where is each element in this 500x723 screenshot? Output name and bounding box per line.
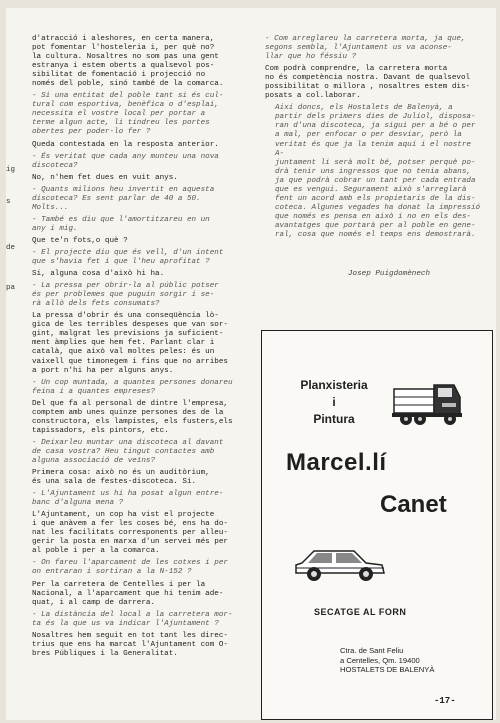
question-paragraph: Així doncs, els Hostalets de Balenyà, a partir dels primers dies de Juliol, disposa- ran d'una discoteca, ja sigui per a bé o per a mal, per enfocar o per desviar, però la veritat és que ja la tenim aquí i el nostre A- juntament li serà molt bé, potser perquè po- drà tenir uns ingressos que no tenia abans, ja que podrà cobrar un tant per cada entrada que es vengui. Segurament això s'arreglarà fent un acord amb els propietaris de la dis- coteca. Algunes vegades ha donat la impressió que només es pensa en això i no en els des- avantatges que portarà per al poble en gene- ral, cosa que només el temps ens demostrarà. (275, 104, 481, 239)
ad-service-lines (284, 377, 384, 428)
answer-paragraph: No, n'hem fet dues en vuit anys. (32, 173, 178, 182)
question-paragraph: - El projecte diu que és vell, d'un intent que s'havia fet i que l'heu aprofitat ? (32, 248, 224, 267)
author-signature: Josep Puigdomènech (348, 270, 431, 278)
ad-line-3: Pintura (313, 412, 355, 426)
question-paragraph: - Si una entitat del poble tant si és cul- tural com esportiva, benèfica o d'esplai, necessita el vostre local per portar a terme algun acte, li tindreu les portes obertes per poder-lo fer ? (32, 92, 224, 137)
answer-paragraph: Per la carretera de Centelles i per la Nacional, a l'aparcament que hi tenim ade- quat, i al camp de darrera. (32, 580, 224, 607)
answer-paragraph: L'Ajuntament, un cop ha vist el projecte i que anàvem a fer les coses bé, ens ha do- nat les facilitats corresponents per alleu- gerir la posta en marxa d'un servei més per al poble i per a la comarca. (32, 511, 228, 556)
edge-fragment: s (6, 198, 11, 206)
truck-illustration (392, 375, 464, 427)
answer-paragraph: Primera cosa: això no és un auditòrium, és una sala de festes-discoteca. Sí. (32, 469, 210, 487)
ad-town-name: Canet (380, 491, 447, 518)
edge-fragment: de (6, 244, 16, 252)
question-paragraph: - És veritat que cada any munteu una nova discoteca? (32, 152, 219, 170)
car-illustration (292, 541, 388, 583)
left-column (32, 35, 250, 662)
question-paragraph: - Deixarleu muntar una discoteca al davant de casa vostra? Heu tingut contactes amb alguna associació de veïns? (32, 438, 224, 465)
question-paragraph: - Quants milions heu invertit en aquesta discoteca? Es sent parlar de 40 a 50. Molts... (32, 185, 215, 212)
question-paragraph: - La pressa per obrir-la al públic potser és per problemes que puguin sorgir i se- rà allò dels fets consumats? (32, 282, 219, 309)
right-column (265, 35, 481, 243)
edge-fragment: pa (6, 284, 16, 292)
ad-line-1: Planxisteria (300, 378, 368, 392)
page-number: -17- (434, 696, 456, 706)
question-paragraph: - Un cop muntada, a quantes persones donareu feina i a quantes empreses? (32, 378, 233, 396)
ad-line-2: i (332, 395, 336, 409)
answer-paragraph: Com podrà comprendre, la carretera morta no és competència nostra. Davant de qualsevol possibilitat o millora , nosaltres estem dis- posats a col.laborar. (265, 65, 471, 101)
answer-paragraph: Nosaltres hem seguit en tot tant les direc- trius que ens ha marcat l'Ajuntament com O- bres Públiques i la Generalitat. (32, 631, 228, 658)
answer-paragraph: Sí, alguna cosa d'això hi ha. (32, 270, 165, 279)
answer-paragraph: Del que fa al personal de dintre l'empresa, comptem amb unes quinze persones des de la constructora, els lampistes, els fusters,els tapissadors, els pintors, etc. (32, 399, 233, 435)
question-paragraph: - On fareu l'aparcament de les cotxes i per on entraran i sortiran a la N-152 ? (32, 559, 228, 577)
advertisement (261, 330, 493, 720)
question-paragraph: - L'Ajuntament us hi ha posat algun entre- banc d'alguna mena ? (32, 490, 224, 508)
question-paragraph: - La distància del local a la carretera mor- ta és la que us va indicar l'Ajuntament ? (32, 610, 233, 628)
answer-paragraph: Queda contestada en la resposta anterior. (32, 140, 219, 149)
answer-paragraph: Que te'n fots,o què ? (32, 236, 128, 245)
magazine-page (6, 8, 496, 720)
question-paragraph: - També es diu que l'amortitzareu en un any i mig. (32, 215, 210, 233)
ad-service-oven: SECATGE AL FORN (314, 607, 407, 617)
question-paragraph: - Com arreglareu la carretera morta, ja que, segons sembla, l'Ajuntament us va aconse- llar que ho féssiu ? (265, 35, 466, 62)
ad-address: Ctra. de Sant Feliu a Centelles, Qm. 19400 HOSTALETS DE BALENYÀ (340, 646, 435, 674)
answer-paragraph: La pressa d'obrir és una conseqüència lò- gica de les terribles despeses que van sor- gint, malgrat les previsions ja suficient- ment àmplies que hem fet. Parlant clar i català, que això val moltes peles: és un vaixell que timonegem i fins que no arribes a port n'hi ha per alguns anys. (32, 312, 228, 375)
answer-paragraph: d'atracció i aleshores, en certa manera, pot fomentar l'hosteleria i, per què no? la cultura. Nosaltres no som pas una gent estranya i estem oberts a qualsevol pos- sibilitat de fomentació i projecció no només del poble, sinó també de la comarca. (32, 35, 224, 89)
ad-brand-name: Marcel.lí (286, 449, 387, 476)
edge-fragment: ig (6, 166, 16, 174)
